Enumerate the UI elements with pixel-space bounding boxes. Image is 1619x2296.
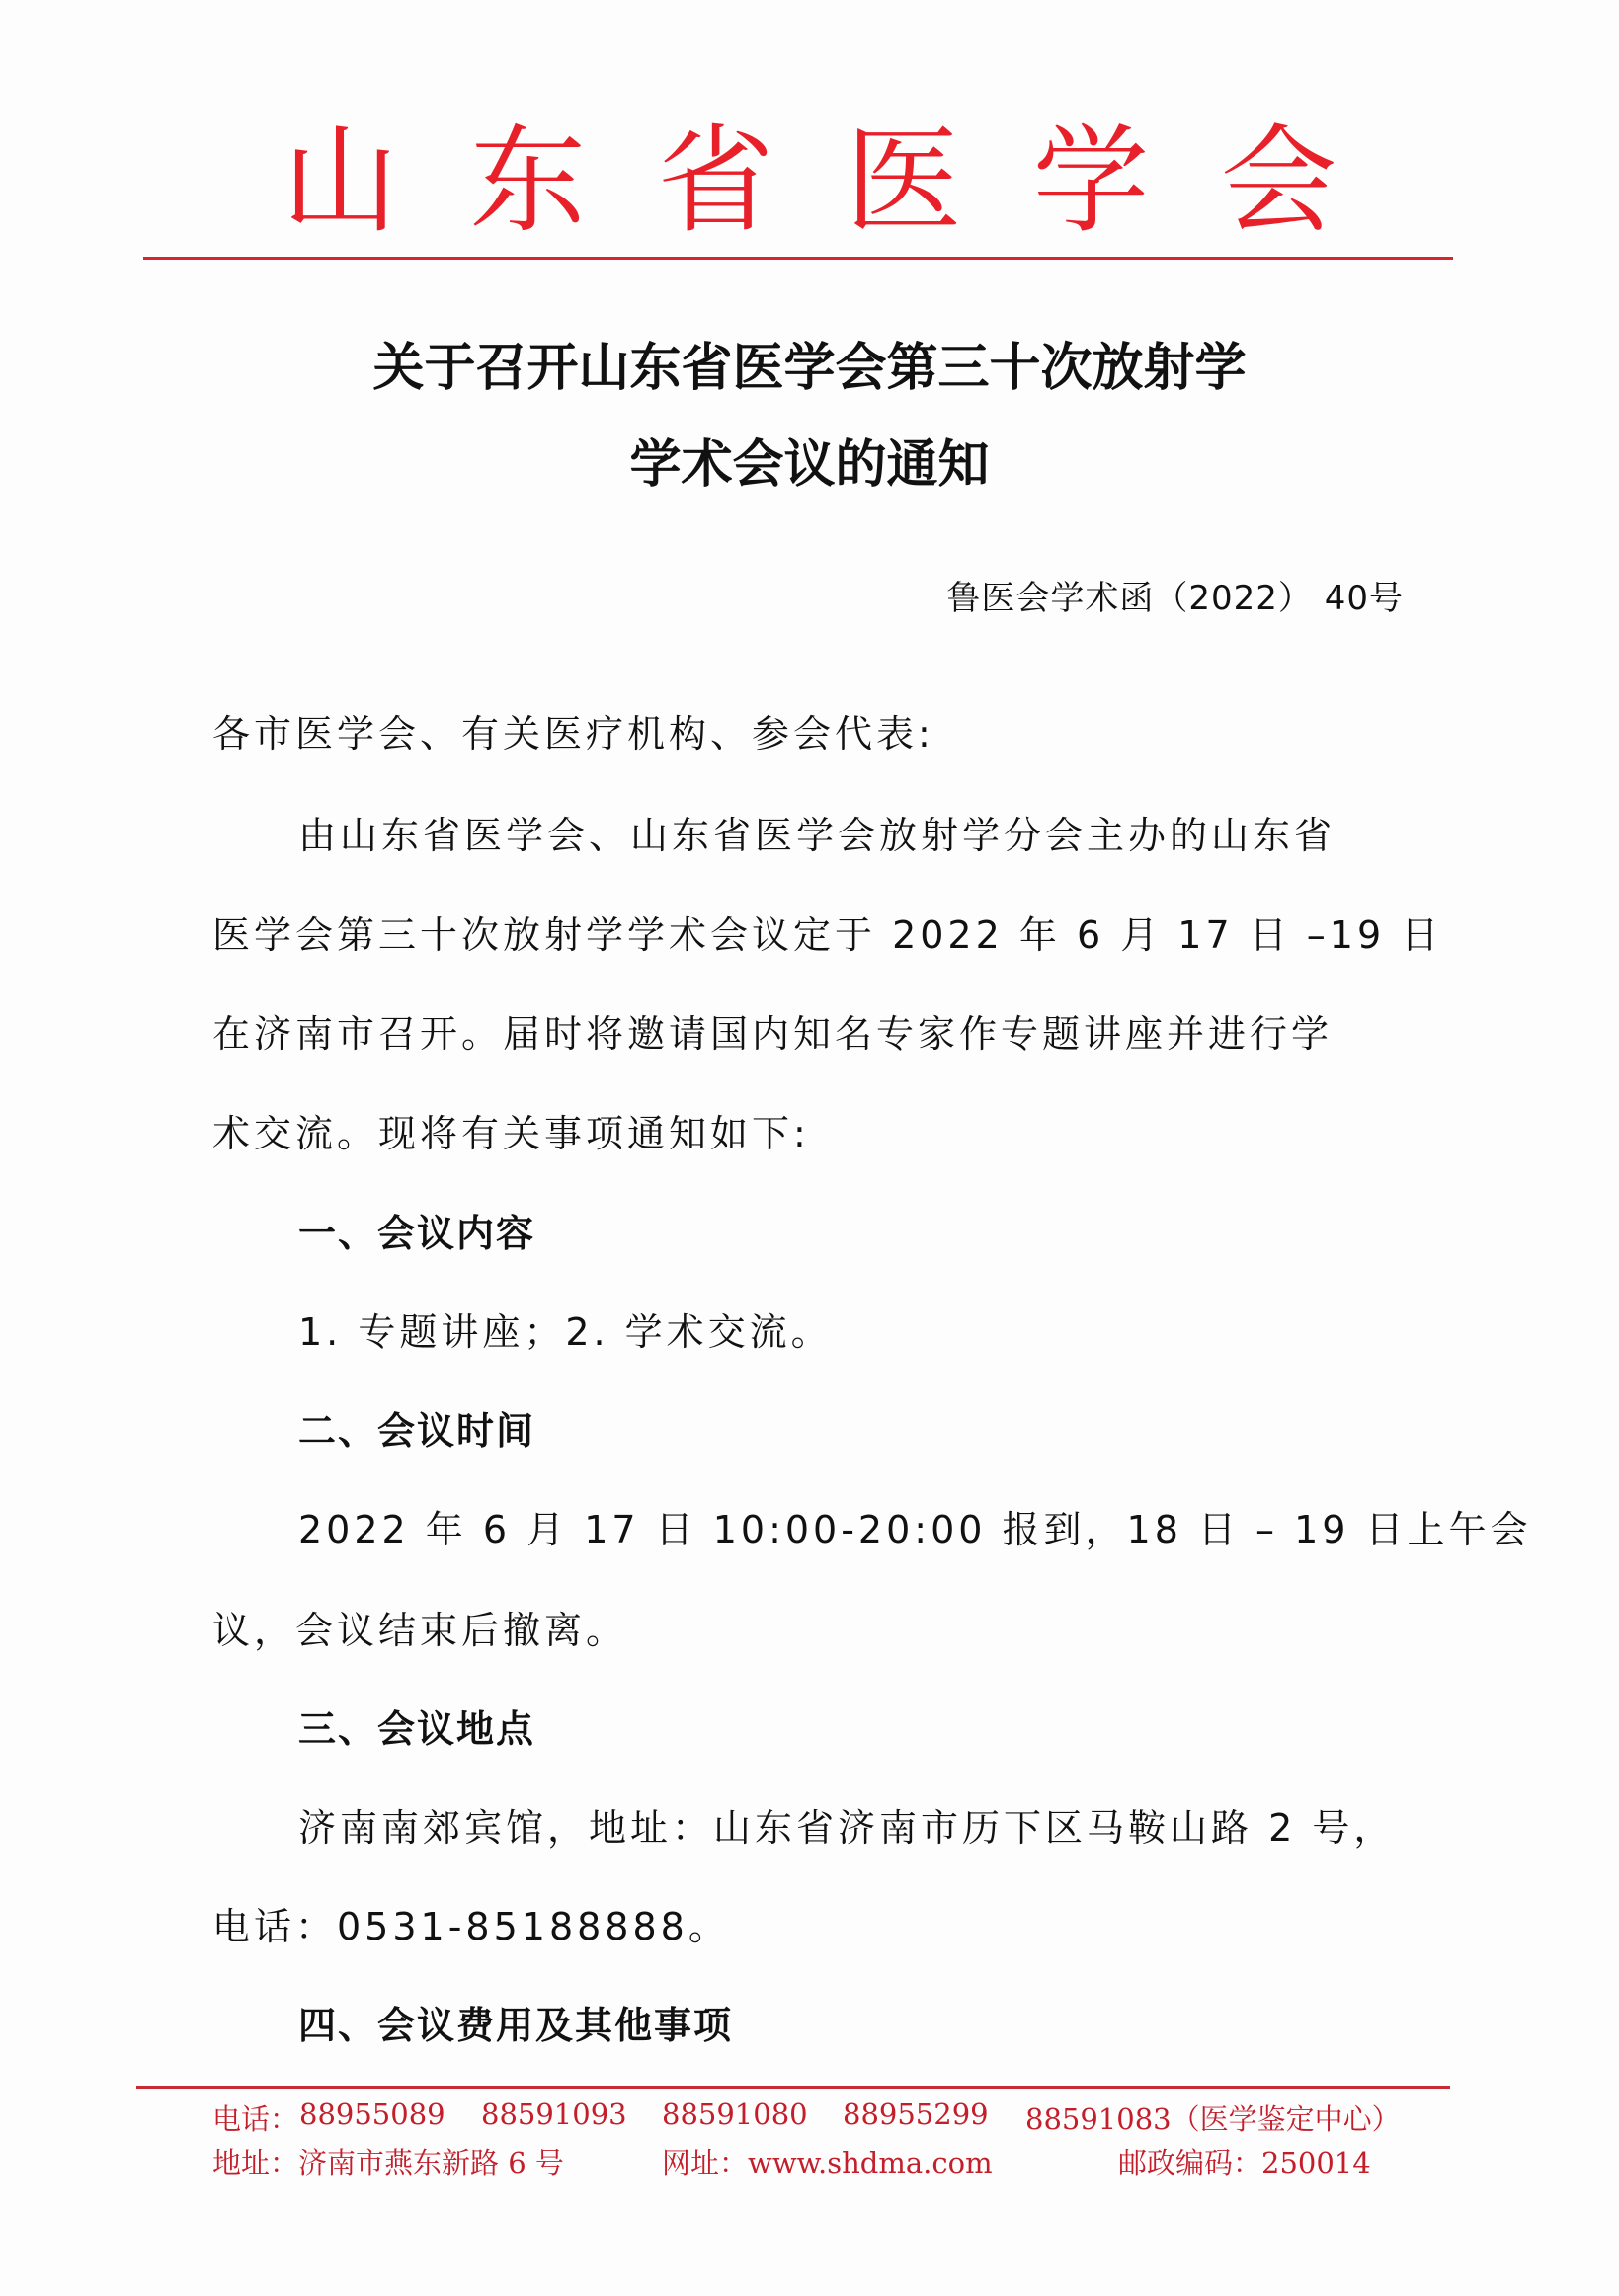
salutation: 各市医学会、有关医疗机构、参会代表: xyxy=(212,712,934,755)
footer-phone: 88591093 xyxy=(481,2098,627,2131)
footer-postcode: 邮政编码：250014 xyxy=(1118,2146,1371,2179)
footer-phone: 88955299 xyxy=(843,2098,989,2131)
document-title-line-2: 学术会议的通知 xyxy=(629,435,990,495)
footer-phone-label: 电话： xyxy=(212,2102,299,2136)
intro-line: 医学会第三十次放射学学术会议定于 2022 年 6 月 17 日 –19 日 xyxy=(212,913,1443,957)
section-heading-content: 一、会议内容 xyxy=(298,1212,536,1255)
intro-line: 术交流。现将有关事项通知如下: xyxy=(212,1112,810,1155)
document-number: 鲁医会学术函（2022） 40号 xyxy=(946,579,1404,618)
document-title-line-1: 关于召开山东省医学会第三十次放射学 xyxy=(372,339,1247,398)
footer-divider xyxy=(136,2086,1450,2089)
section-text: 1. 专题讲座；2. 学术交流。 xyxy=(298,1310,833,1354)
section-heading-fees: 四、会议费用及其他事项 xyxy=(298,2004,734,2047)
intro-line: 在济南市召开。届时将邀请国内知名专家作专题讲座并进行学 xyxy=(212,1012,1334,1056)
section-text: 电话：0531-85188888。 xyxy=(212,1905,730,1948)
section-heading-location: 三、会议地点 xyxy=(298,1707,536,1751)
section-text: 2022 年 6 月 17 日 10:00-20:00 报到，18 日 – 19 日上午会 xyxy=(298,1508,1532,1551)
section-text: 济南南郊宾馆，地址：山东省济南市历下区马鞍山路 2 号， xyxy=(298,1806,1396,1850)
letterhead-divider xyxy=(143,257,1453,260)
intro-line: 由山东省医学会、山东省医学会放射学分会主办的山东省 xyxy=(298,814,1336,857)
footer-address: 地址：济南市燕东新路 6 号 xyxy=(212,2146,564,2179)
footer-phone: 88591083（医学鉴定中心） xyxy=(1025,2102,1401,2136)
footer-phone: 88955089 xyxy=(299,2098,445,2131)
section-text: 议，会议结束后撤离。 xyxy=(212,1609,628,1652)
section-heading-time: 二、会议时间 xyxy=(298,1409,536,1453)
footer-phone: 88591080 xyxy=(662,2098,808,2131)
footer-website[interactable]: 网址：www.shdma.com xyxy=(662,2146,993,2179)
letterhead-org-name: 山东省医学会 xyxy=(282,113,1409,249)
